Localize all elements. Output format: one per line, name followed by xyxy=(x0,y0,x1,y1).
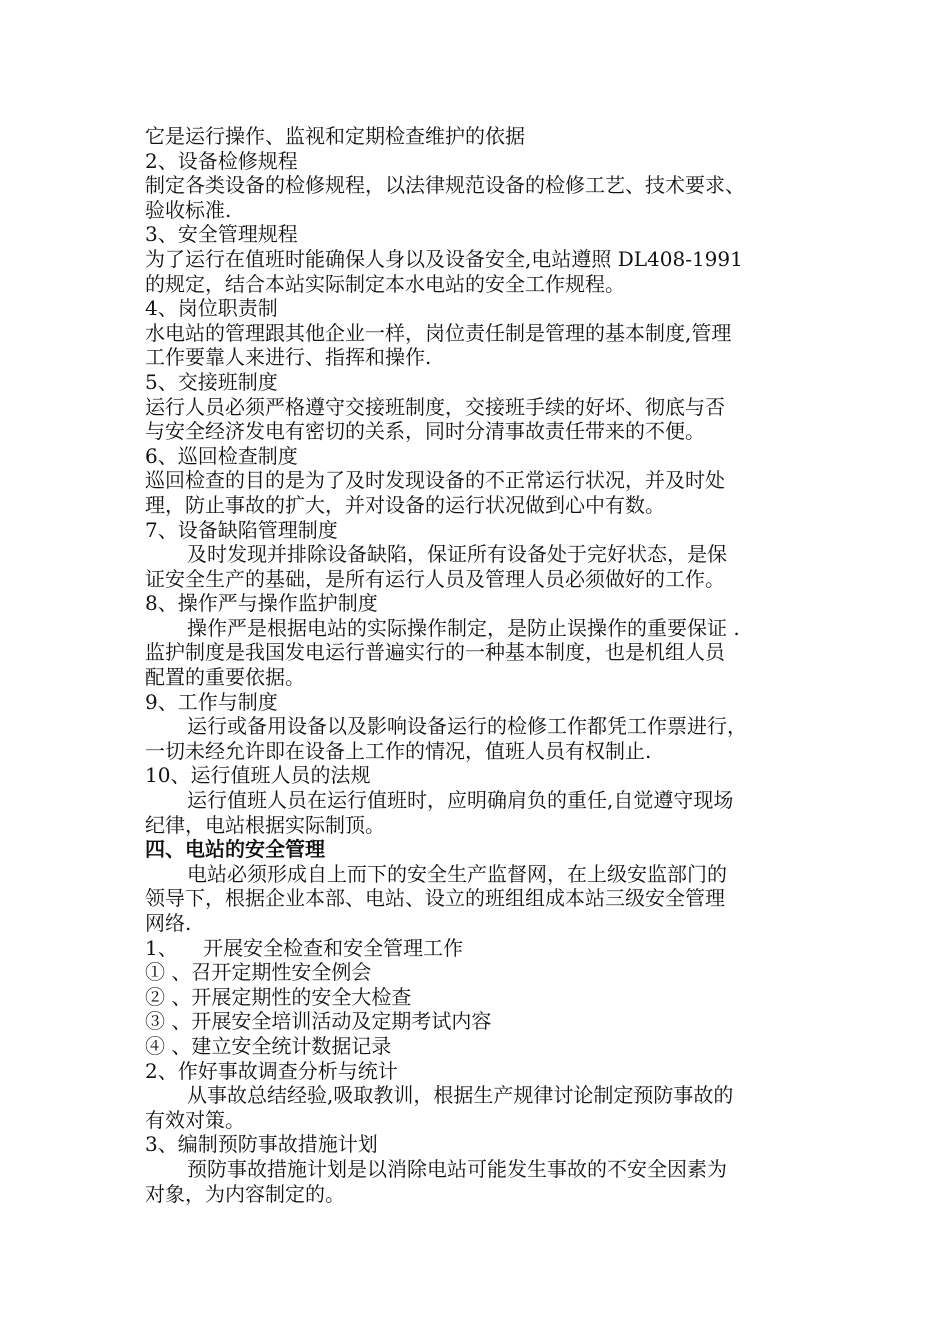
section-title: 9、工作与制度 xyxy=(145,689,278,714)
section-title: 7、设备缺陷管理制度 xyxy=(145,517,338,542)
text-line: 及时发现并排除设备缺陷，保证所有设备处于完好状态，是保 xyxy=(187,542,727,567)
section-title: 4、岗位职责制 xyxy=(145,296,278,321)
text-line: 运行值班人员在运行值班时，应明确肩负的重任,自觉遵守现场 xyxy=(187,788,734,813)
section-title: 5、交接班制度 xyxy=(145,369,278,394)
text-line: 工作要靠人来进行、指挥和操作. xyxy=(145,345,432,370)
section-title: 6、巡回检查制度 xyxy=(145,443,298,468)
text-line: 电站必须形成自上而下的安全生产监督网，在上级安监部门的 xyxy=(187,861,727,886)
text-line: 巡回检查的目的是为了及时发现设备的不正常运行状况，并及时处 xyxy=(145,468,725,493)
section-title: 1、 开展安全检查和安全管理工作 xyxy=(145,935,464,960)
text-line: 对象，为内容制定的。 xyxy=(145,1181,345,1206)
text-line: 运行人员必须严格遵守交接班制度，交接班手续的好坏、彻底与否 xyxy=(145,394,725,419)
text-line: 网络. xyxy=(145,911,192,935)
text-line: 制定各类设备的检修规程，以法律规范设备的检修工艺、技术要求、 xyxy=(145,173,745,198)
list-item: ③ 、开展安全培训活动及定期考试内容 xyxy=(145,1009,492,1034)
text-line: 有效对策。 xyxy=(145,1107,245,1132)
text-line: 的规定，结合本站实际制定本水电站的安全工作规程。 xyxy=(145,271,625,296)
section-title: 8、操作严与操作监护制度 xyxy=(145,591,378,616)
text-line: 它是运行操作、监视和定期检查维护的依据 xyxy=(145,124,525,148)
chapter-heading: 四、电站的安全管理 xyxy=(145,837,325,862)
section-title: 2、作好事故调查分析与统计 xyxy=(145,1058,398,1083)
text-line: 操作严是根据电站的实际操作制定，是防止误操作的重要保证 . xyxy=(187,615,740,640)
text-line: 领导下，根据企业本部、电站、设立的班组组成本站三级安全管理 xyxy=(145,886,725,911)
text-line: 水电站的管理跟其他企业一样，岗位责任制是管理的基本制度,管理 xyxy=(145,320,732,345)
document-body xyxy=(145,124,825,1206)
text-line: 一切未经允许即在设备上工作的情况，值班人员有权制止. xyxy=(145,738,652,763)
section-title: 3、安全管理规程 xyxy=(145,222,298,247)
text-line: 为了运行在值班时能确保人身以及设备安全,电站遵照 DL408-1991 xyxy=(145,246,743,271)
section-title: 10、运行值班人员的法规 xyxy=(145,763,371,788)
text-line: 预防事故措施计划是以消除电站可能发生事故的不安全因素为 xyxy=(187,1156,727,1181)
list-item: ② 、开展定期性的安全大检查 xyxy=(145,984,412,1009)
text-line: 与安全经济发电有密切的关系，同时分清事故责任带来的不便。 xyxy=(145,419,705,444)
list-item: ① 、召开定期性安全例会 xyxy=(145,960,372,985)
text-line: 理，防止事故的扩大，并对设备的运行状况做到心中有数。 xyxy=(145,492,665,517)
section-title: 3、编制预防事故措施计划 xyxy=(145,1132,378,1157)
text-line: 证安全生产的基础，是所有运行人员及管理人员必须做好的工作。 xyxy=(145,566,725,591)
text-line: 配置的重要依据。 xyxy=(145,665,305,690)
text-line: 纪律，电站根据实际制顶。 xyxy=(145,812,385,837)
list-item: ④ 、建立安全统计数据记录 xyxy=(145,1033,392,1058)
text-line: 运行或备用设备以及影响设备运行的检修工作都凭工作票进行， xyxy=(187,714,747,739)
section-title: 2、设备检修规程 xyxy=(145,148,298,173)
text-line: 从事故总结经验,吸取教训，根据生产规律讨论制定预防事故的 xyxy=(187,1083,734,1108)
text-line: 验收标准. xyxy=(145,197,232,222)
text-line: 监护制度是我国发电运行普遍实行的一种基本制度，也是机组人员 xyxy=(145,640,725,665)
